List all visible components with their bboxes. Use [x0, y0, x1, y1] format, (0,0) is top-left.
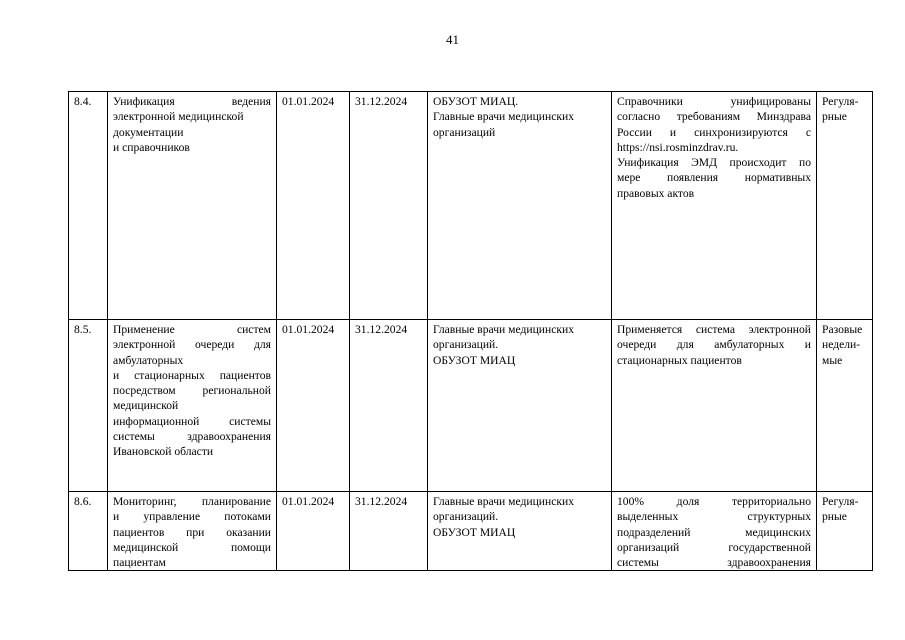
text-line: Применение систем: [113, 323, 271, 336]
end-date: 31.12.2024: [350, 92, 428, 320]
row-number: 8.5.: [69, 320, 108, 492]
text-line: амбулаторных: [113, 353, 184, 367]
responsible-executors: Главные врачи медицинских организаций. ОБУЗОТ МИАЦ: [428, 492, 612, 571]
table-row: [69, 92, 873, 320]
text-line: и управление потоками: [113, 510, 271, 524]
measures-table: [68, 91, 873, 571]
text-line: и стационарных пациентов: [113, 368, 271, 382]
text-line: 100% доля территориально: [617, 495, 811, 508]
text-line: Мониторинг, планирование: [113, 495, 271, 508]
measure-title: [108, 492, 277, 571]
text-line: Ивановской области: [113, 445, 214, 459]
text-line: https://nsi.rosminzdrav.ru.: [617, 140, 739, 154]
start-date: 01.01.2024: [277, 320, 350, 492]
measure-title: [108, 320, 277, 492]
end-date: 31.12.2024: [350, 320, 428, 492]
text-line: пациентам: [113, 556, 166, 570]
start-date: 01.01.2024: [277, 92, 350, 320]
text-line: и справочников: [113, 140, 190, 154]
text-line: Применяется система электронной: [617, 323, 811, 336]
expected-result: [612, 492, 817, 571]
text-line: правовых актов: [617, 186, 695, 200]
measure-title: [108, 92, 277, 320]
text-line: Унификация ведения: [113, 95, 271, 108]
text-line: информационной системы: [113, 414, 271, 428]
responsible-executors: ОБУЗОТ МИАЦ. Главные врачи медицинских организаций: [428, 92, 612, 320]
end-date: 31.12.2024: [350, 492, 428, 571]
text-line: очереди для амбулаторных и: [617, 338, 811, 352]
text-line: согласно требованиям Минздрава: [617, 110, 811, 124]
text-line: Унификация ЭМД происходит по: [617, 156, 811, 170]
page-number: 41: [446, 32, 459, 47]
text-line: системы здравоохранения: [617, 556, 811, 570]
text-line: медицинской: [113, 399, 179, 413]
row-number: 8.4.: [69, 92, 108, 320]
table-row: [69, 320, 873, 492]
text-line: электронной очереди для: [113, 338, 271, 352]
responsible-executors: Главные врачи медицинских организаций. ОБУЗОТ МИАЦ: [428, 320, 612, 492]
start-date: 01.01.2024: [277, 492, 350, 571]
text-line: Справочники унифицированы: [617, 95, 811, 108]
text-line: медицинской помощи: [113, 540, 271, 554]
text-line: подразделений медицинских: [617, 525, 811, 539]
periodicity: Разовые недели- мые: [817, 320, 873, 492]
text-line: посредством региональной: [113, 384, 271, 398]
expected-result: [612, 92, 817, 320]
text-line: электронной медицинской: [113, 110, 244, 124]
periodicity: Регуля- рные: [817, 492, 873, 571]
text-line: России и синхронизируются с: [617, 125, 811, 139]
text-line: системы здравоохранения: [113, 430, 271, 444]
text-line: мере появления нормативных: [617, 171, 811, 185]
text-line: документации: [113, 125, 184, 139]
table-row: [69, 492, 873, 571]
text-line: стационарных пациентов: [617, 353, 742, 367]
text-line: организаций государственной: [617, 540, 811, 554]
row-number: 8.6.: [69, 492, 108, 571]
expected-result: [612, 320, 817, 492]
text-line: пациентов при оказании: [113, 525, 271, 539]
periodicity: Регуля- рные: [817, 92, 873, 320]
text-line: выделенных структурных: [617, 510, 811, 524]
